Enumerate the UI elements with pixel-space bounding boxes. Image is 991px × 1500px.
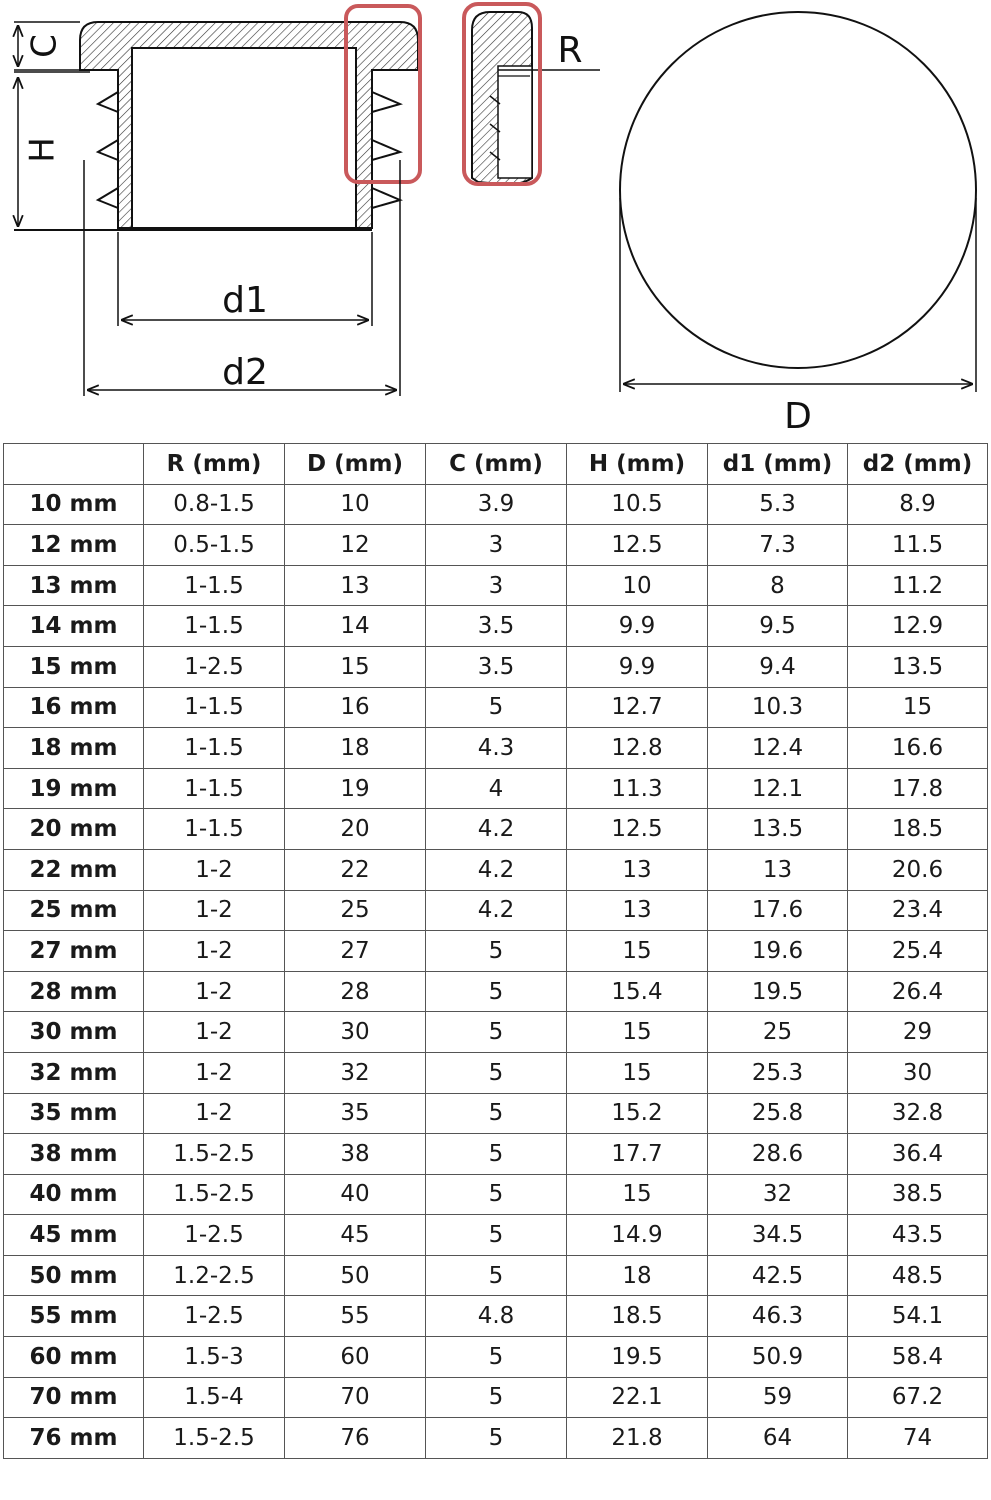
- table-row: [4, 525, 988, 566]
- cell-size: 40 mm: [4, 1174, 144, 1215]
- cell-r: 1-1.5: [144, 809, 285, 850]
- cell-d1: 19.6: [708, 931, 848, 972]
- cell-h: 13: [567, 890, 708, 931]
- header-c: C (mm): [426, 444, 567, 485]
- cell-c: 5: [426, 1337, 567, 1378]
- cell-d1: 12.1: [708, 768, 848, 809]
- label-d2: d2: [222, 352, 268, 393]
- cell-size: 20 mm: [4, 809, 144, 850]
- cell-d1: 28.6: [708, 1134, 848, 1175]
- table-row: [4, 1337, 988, 1378]
- cell-h: 17.7: [567, 1134, 708, 1175]
- cell-c: 5: [426, 1418, 567, 1459]
- cell-r: 1-2.5: [144, 646, 285, 687]
- cell-d2: 74: [848, 1418, 988, 1459]
- cell-r: 1-2: [144, 931, 285, 972]
- cell-d1: 9.4: [708, 646, 848, 687]
- cell-h: 11.3: [567, 768, 708, 809]
- label-c: C: [24, 34, 65, 58]
- table-row: [4, 809, 988, 850]
- cell-c: 5: [426, 687, 567, 728]
- cell-r: 1.5-2.5: [144, 1418, 285, 1459]
- cell-size: 14 mm: [4, 606, 144, 647]
- cell-d2: 32.8: [848, 1093, 988, 1134]
- cell-h: 15.2: [567, 1093, 708, 1134]
- cell-r: 1-2.5: [144, 1296, 285, 1337]
- cell-d: 70: [285, 1377, 426, 1418]
- table-row: [4, 1012, 988, 1053]
- cell-size: 60 mm: [4, 1337, 144, 1378]
- header-d2: d2 (mm): [848, 444, 988, 485]
- cell-c: 4: [426, 768, 567, 809]
- cell-h: 12.7: [567, 687, 708, 728]
- cell-c: 5: [426, 931, 567, 972]
- cell-d1: 32: [708, 1174, 848, 1215]
- table-row: [4, 1215, 988, 1256]
- cell-d: 38: [285, 1134, 426, 1175]
- cell-d2: 16.6: [848, 728, 988, 769]
- cell-d1: 7.3: [708, 525, 848, 566]
- cell-size: 35 mm: [4, 1093, 144, 1134]
- cell-d1: 13.5: [708, 809, 848, 850]
- cell-d1: 34.5: [708, 1215, 848, 1256]
- cell-c: 5: [426, 1052, 567, 1093]
- cell-h: 13: [567, 849, 708, 890]
- cell-d2: 11.5: [848, 525, 988, 566]
- header-h: H (mm): [567, 444, 708, 485]
- cell-d2: 11.2: [848, 565, 988, 606]
- cell-d1: 42.5: [708, 1255, 848, 1296]
- cell-h: 15: [567, 931, 708, 972]
- cell-c: 5: [426, 971, 567, 1012]
- cell-d: 50: [285, 1255, 426, 1296]
- cell-d: 76: [285, 1418, 426, 1459]
- cell-d2: 23.4: [848, 890, 988, 931]
- cell-d: 19: [285, 768, 426, 809]
- cell-d: 45: [285, 1215, 426, 1256]
- cell-d1: 9.5: [708, 606, 848, 647]
- cell-c: 4.2: [426, 809, 567, 850]
- cell-c: 3.5: [426, 606, 567, 647]
- cell-r: 1-2: [144, 971, 285, 1012]
- table-row: [4, 1052, 988, 1093]
- cell-size: 25 mm: [4, 890, 144, 931]
- cell-d2: 13.5: [848, 646, 988, 687]
- cell-h: 15.4: [567, 971, 708, 1012]
- cell-r: 1.5-2.5: [144, 1174, 285, 1215]
- cell-d2: 25.4: [848, 931, 988, 972]
- cell-r: 0.5-1.5: [144, 525, 285, 566]
- cell-d2: 20.6: [848, 849, 988, 890]
- cell-d1: 25: [708, 1012, 848, 1053]
- cell-size: 28 mm: [4, 971, 144, 1012]
- cell-d: 15: [285, 646, 426, 687]
- cell-size: 12 mm: [4, 525, 144, 566]
- table-row: [4, 1377, 988, 1418]
- cell-r: 1-2: [144, 1012, 285, 1053]
- cell-h: 15: [567, 1174, 708, 1215]
- cell-h: 12.5: [567, 525, 708, 566]
- cell-d2: 36.4: [848, 1134, 988, 1175]
- cell-size: 10 mm: [4, 484, 144, 525]
- dimension-c: [14, 22, 80, 70]
- cell-d1: 19.5: [708, 971, 848, 1012]
- size-spec-table: [3, 443, 988, 1459]
- cell-h: 10.5: [567, 484, 708, 525]
- cell-h: 12.5: [567, 809, 708, 850]
- technical-diagram: [0, 0, 991, 440]
- table-body: [4, 484, 988, 1458]
- cell-size: 76 mm: [4, 1418, 144, 1459]
- header-r: R (mm): [144, 444, 285, 485]
- table-row: [4, 1255, 988, 1296]
- right-fins: [372, 92, 400, 208]
- top-view: [620, 12, 976, 437]
- cell-size: 50 mm: [4, 1255, 144, 1296]
- table-row: [4, 728, 988, 769]
- cell-r: 1.2-2.5: [144, 1255, 285, 1296]
- cell-r: 1-1.5: [144, 565, 285, 606]
- cell-d1: 12.4: [708, 728, 848, 769]
- cell-d: 16: [285, 687, 426, 728]
- cell-size: 38 mm: [4, 1134, 144, 1175]
- cell-c: 5: [426, 1215, 567, 1256]
- cell-r: 1-1.5: [144, 728, 285, 769]
- cell-c: 3: [426, 525, 567, 566]
- cell-r: 1-2: [144, 1093, 285, 1134]
- cell-r: 1.5-4: [144, 1377, 285, 1418]
- cell-d1: 25.3: [708, 1052, 848, 1093]
- table-row: [4, 646, 988, 687]
- cell-size: 32 mm: [4, 1052, 144, 1093]
- cell-size: 13 mm: [4, 565, 144, 606]
- cell-r: 1-2: [144, 849, 285, 890]
- table-row: [4, 931, 988, 972]
- cell-c: 5: [426, 1093, 567, 1134]
- cell-d: 25: [285, 890, 426, 931]
- table-row: [4, 687, 988, 728]
- dimension-d1: [118, 232, 372, 326]
- cell-r: 0.8-1.5: [144, 484, 285, 525]
- cell-d1: 50.9: [708, 1337, 848, 1378]
- cell-c: 3.5: [426, 646, 567, 687]
- cell-size: 30 mm: [4, 1012, 144, 1053]
- cell-d1: 59: [708, 1377, 848, 1418]
- cell-c: 3.9: [426, 484, 567, 525]
- cell-r: 1-2.5: [144, 1215, 285, 1256]
- cell-d1: 64: [708, 1418, 848, 1459]
- cell-d1: 25.8: [708, 1093, 848, 1134]
- cell-c: 4.2: [426, 849, 567, 890]
- cell-d: 40: [285, 1174, 426, 1215]
- header-d1: d1 (mm): [708, 444, 848, 485]
- cell-d: 22: [285, 849, 426, 890]
- cell-size: 19 mm: [4, 768, 144, 809]
- cell-c: 4.2: [426, 890, 567, 931]
- cell-d: 13: [285, 565, 426, 606]
- cell-h: 9.9: [567, 646, 708, 687]
- cell-h: 15: [567, 1012, 708, 1053]
- cell-h: 14.9: [567, 1215, 708, 1256]
- cell-r: 1.5-3: [144, 1337, 285, 1378]
- cell-d1: 10.3: [708, 687, 848, 728]
- cell-r: 1-1.5: [144, 768, 285, 809]
- cell-d2: 18.5: [848, 809, 988, 850]
- cell-d2: 48.5: [848, 1255, 988, 1296]
- cell-d2: 29: [848, 1012, 988, 1053]
- cell-h: 21.8: [567, 1418, 708, 1459]
- cell-d: 30: [285, 1012, 426, 1053]
- top-view-circle: [620, 12, 976, 368]
- cell-d2: 38.5: [848, 1174, 988, 1215]
- cell-h: 10: [567, 565, 708, 606]
- cell-d2: 8.9: [848, 484, 988, 525]
- table-row: [4, 1134, 988, 1175]
- cell-d: 60: [285, 1337, 426, 1378]
- cell-d2: 12.9: [848, 606, 988, 647]
- cell-d2: 30: [848, 1052, 988, 1093]
- cell-d: 32: [285, 1052, 426, 1093]
- cell-h: 12.8: [567, 728, 708, 769]
- cell-d: 14: [285, 606, 426, 647]
- cell-d2: 17.8: [848, 768, 988, 809]
- cell-d2: 15: [848, 687, 988, 728]
- table-row: [4, 1418, 988, 1459]
- table-row: [4, 484, 988, 525]
- cell-d2: 67.2: [848, 1377, 988, 1418]
- cell-c: 4.8: [426, 1296, 567, 1337]
- table-row: [4, 1093, 988, 1134]
- cell-d1: 46.3: [708, 1296, 848, 1337]
- label-d1: d1: [222, 280, 268, 321]
- cell-d1: 13: [708, 849, 848, 890]
- cell-size: 45 mm: [4, 1215, 144, 1256]
- left-fins: [98, 92, 118, 208]
- cell-r: 1-1.5: [144, 606, 285, 647]
- cell-c: 5: [426, 1012, 567, 1053]
- cell-r: 1-2: [144, 890, 285, 931]
- header-size: [4, 444, 144, 485]
- radius-detail: [464, 4, 600, 184]
- label-d: D: [784, 396, 812, 437]
- cell-d2: 26.4: [848, 971, 988, 1012]
- cell-size: 22 mm: [4, 849, 144, 890]
- cell-d1: 17.6: [708, 890, 848, 931]
- cell-d: 20: [285, 809, 426, 850]
- cell-d2: 58.4: [848, 1337, 988, 1378]
- label-r: R: [557, 30, 583, 71]
- table-row: [4, 849, 988, 890]
- cell-size: 16 mm: [4, 687, 144, 728]
- table-row: [4, 1296, 988, 1337]
- cell-h: 22.1: [567, 1377, 708, 1418]
- cell-c: 5: [426, 1377, 567, 1418]
- plug-cross-section: [14, 6, 420, 230]
- cell-h: 19.5: [567, 1337, 708, 1378]
- cell-d: 27: [285, 931, 426, 972]
- cell-size: 27 mm: [4, 931, 144, 972]
- cell-c: 5: [426, 1255, 567, 1296]
- cell-r: 1-2: [144, 1052, 285, 1093]
- cell-d2: 43.5: [848, 1215, 988, 1256]
- table-row: [4, 971, 988, 1012]
- cell-d: 28: [285, 971, 426, 1012]
- cell-d: 12: [285, 525, 426, 566]
- table-header-row: [4, 444, 988, 485]
- cell-d1: 5.3: [708, 484, 848, 525]
- cell-r: 1-1.5: [144, 687, 285, 728]
- header-d: D (mm): [285, 444, 426, 485]
- table-row: [4, 1174, 988, 1215]
- cell-c: 4.3: [426, 728, 567, 769]
- cell-h: 18.5: [567, 1296, 708, 1337]
- cell-d1: 8: [708, 565, 848, 606]
- dimension-h: [14, 72, 90, 226]
- label-h: H: [22, 137, 63, 163]
- cell-c: 5: [426, 1134, 567, 1175]
- cell-d: 18: [285, 728, 426, 769]
- cell-r: 1.5-2.5: [144, 1134, 285, 1175]
- cell-c: 3: [426, 565, 567, 606]
- cell-size: 70 mm: [4, 1377, 144, 1418]
- table-row: [4, 768, 988, 809]
- cell-size: 55 mm: [4, 1296, 144, 1337]
- cell-d: 55: [285, 1296, 426, 1337]
- cell-c: 5: [426, 1174, 567, 1215]
- cell-h: 18: [567, 1255, 708, 1296]
- cell-d: 10: [285, 484, 426, 525]
- table-row: [4, 606, 988, 647]
- cell-d: 35: [285, 1093, 426, 1134]
- cell-h: 9.9: [567, 606, 708, 647]
- table-row: [4, 890, 988, 931]
- cell-size: 15 mm: [4, 646, 144, 687]
- cell-h: 15: [567, 1052, 708, 1093]
- cell-d2: 54.1: [848, 1296, 988, 1337]
- table-row: [4, 565, 988, 606]
- cell-size: 18 mm: [4, 728, 144, 769]
